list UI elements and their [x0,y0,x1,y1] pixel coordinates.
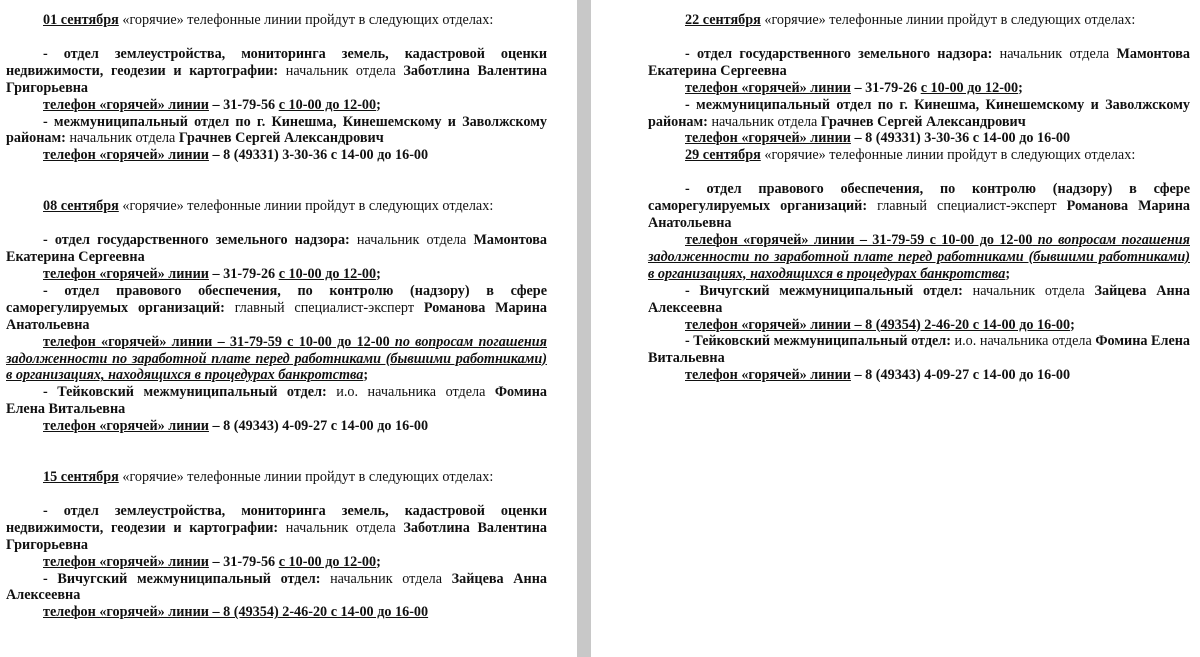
department-name: - Вичугский межмуниципальный отдел: [43,570,321,587]
department-name: - межмуниципальный отдел по г. Кинешма, Кинешемскому и Заволжскому районам: [648,96,1190,130]
section-date: 29 сентября [685,147,761,164]
hotline-phone: телефон «горячей» линии – 8 (49331) 3-30-36 с 14-00 до 16-00 [685,130,1071,147]
contact-person: Заботлина Валентина Григорьевна [6,519,547,553]
department-entry: - отдел государственного земельного надзора: начальник отдела Мамонтова Екатерина Сергеевна [648,45,1190,79]
department-entry: - Тейковский межмуниципальный отдел: и.о. начальника отдела Фомина Елена Витальевна [6,384,547,418]
section-date: 01 сентября [43,12,119,28]
section-date: 15 сентября [43,469,119,486]
document-page-right [591,0,1200,657]
section-date: 08 сентября [43,198,119,215]
department-entry: - межмуниципальный отдел по г. Кинешма, Кинешемскому и Заволжскому районам: начальник отдела Грачнев Сергей Александрович [648,96,1190,130]
contact-person: Грачнев Сергей Александрович [820,113,1026,130]
department-name: - отдел правового обеспечения, по контролю (надзору) в сфере саморегулируемых организаций: [6,282,547,316]
hotline-phone: телефон «горячей» линии – 31-79-56 с 10-00 до 12-00; [43,553,381,570]
hotline-phone: телефон «горячей» линии – 8 (49331) 3-30-36 с 14-00 до 16-00 [43,147,429,164]
department-entry: - Вичугский межмуниципальный отдел: начальник отдела Зайцева Анна Алексеевна [6,570,547,604]
department-name: - межмуниципальный отдел по г. Кинешма, Кинешемскому и Заволжскому районам: [6,113,547,147]
hotline-phone: телефон «горячей» линии – 31-79-26 с 10-00 до 12-00; [43,265,381,282]
contact-person: Фомина Елена Витальевна [6,384,547,418]
section-date: 22 сентября [685,12,761,28]
contact-person: Мамонтова Екатерина Сергеевна [6,232,547,266]
page-left-content [6,12,547,621]
department-name: - Тейковский межмуниципальный отдел: [43,384,327,401]
hotline-phone: телефон «горячей» линии – 31-79-56 с 10-00 до 12-00; [43,96,381,113]
contact-person: Романова Марина Анатольевна [6,299,547,333]
department-name: - отдел правового обеспечения, по контролю (надзору) в сфере саморегулируемых организаций: [648,181,1190,215]
hotline-phone: телефон «горячей» линии – 8 (49343) 4-09-27 с 14-00 до 16-00 [43,418,429,435]
department-name: - Тейковский межмуниципальный отдел: [685,333,951,350]
department-entry: - Вичугский межмуниципальный отдел: начальник отдела Зайцева Анна Алексеевна [648,282,1190,316]
contact-person: Зайцева Анна Алексеевна [648,282,1190,316]
hotline-phone: телефон «горячей» линии – 8 (49354) 2-46-20 с 14-00 до 16-00 [43,604,429,621]
department-entry: - Тейковский межмуниципальный отдел: и.о. начальника отдела Фомина Елена Витальевна [648,333,1191,367]
department-entry: - отдел землеустройства, мониторинга земель, кадастровой оценки недвижимости, геодезии и картографии: начальник отдела Заботлина Валентина Григорьевна [6,502,547,553]
section-heading: 01 сентября «горячие» телефонные линии пройдут в следующих отделах: [43,12,494,28]
department-name: - отдел землеустройства, мониторинга земель, кадастровой оценки недвижимости, геодезии и картографии: [6,45,547,79]
department-entry: - отдел землеустройства, мониторинга земель, кадастровой оценки недвижимости, геодезии и картографии: начальник отдела Заботлина Валентина Григорьевна [6,45,547,96]
department-entry: - отдел правового обеспечения, по контролю (надзору) в сфере саморегулируемых организаций: главный специалист-эксперт Романова Марина Анатольевна [648,181,1190,232]
contact-person: Заботлина Валентина Григорьевна [6,62,547,96]
contact-person: Фомина Елена Витальевна [648,333,1191,367]
hotline-phone: телефон «горячей» линии – 8 (49354) 2-46-20 с 14-00 до 16-00; [685,316,1075,333]
department-name: - отдел землеустройства, мониторинга земель, кадастровой оценки недвижимости, геодезии и картографии: [6,502,547,536]
hotline-phone: телефон «горячей» линии – 31-79-26 с 10-00 до 12-00; [685,79,1023,96]
document-page-left [0,0,577,657]
department-name: - отдел государственного земельного надзора: [685,45,993,62]
contact-person: Романова Марина Анатольевна [648,198,1190,232]
section-heading: 22 сентября «горячие» телефонные линии пройдут в следующих отделах: [685,12,1136,28]
hotline-phone: телефон «горячей» линии – 31-79-59 с 10-00 до 12-00 по вопросам погашения задолженности по заработной плате перед работниками (бывшими работниками) в организациях, находящихся в процедурах банкротства; [6,333,547,384]
department-name: - отдел государственного земельного надзора: [43,232,350,249]
contact-person: Грачнев Сергей Александрович [178,130,384,147]
contact-person: Мамонтова Екатерина Сергеевна [648,45,1190,79]
section-heading: 08 сентября «горячие» телефонные линии пройдут в следующих отделах: [43,198,494,215]
hotline-phone: телефон «горячей» линии – 8 (49343) 4-09-27 с 14-00 до 16-00 [685,367,1071,384]
page-right-content [648,12,1190,384]
hotline-phone: телефон «горячей» линии – 31-79-59 с 10-00 до 12-00 по вопросам погашения задолженности по заработной плате перед работниками (бывшими работниками) в организациях, находящихся в процедурах банкротства; [648,231,1190,282]
section-heading: 15 сентября «горячие» телефонные линии пройдут в следующих отделах: [43,469,494,486]
contact-person: Зайцева Анна Алексеевна [6,570,547,604]
section-heading: 29 сентября «горячие» телефонные линии пройдут в следующих отделах: [685,147,1136,164]
department-entry: - отдел государственного земельного надзора: начальник отдела Мамонтова Екатерина Сергеевна [6,232,547,266]
department-name: - Вичугский межмуниципальный отдел: [685,282,963,299]
department-entry: - отдел правового обеспечения, по контролю (надзору) в сфере саморегулируемых организаций: главный специалист-эксперт Романова Марина Анатольевна [6,282,547,333]
department-entry: - межмуниципальный отдел по г. Кинешма, Кинешемскому и Заволжскому районам: начальник отдела Грачнев Сергей Александрович [6,113,547,147]
